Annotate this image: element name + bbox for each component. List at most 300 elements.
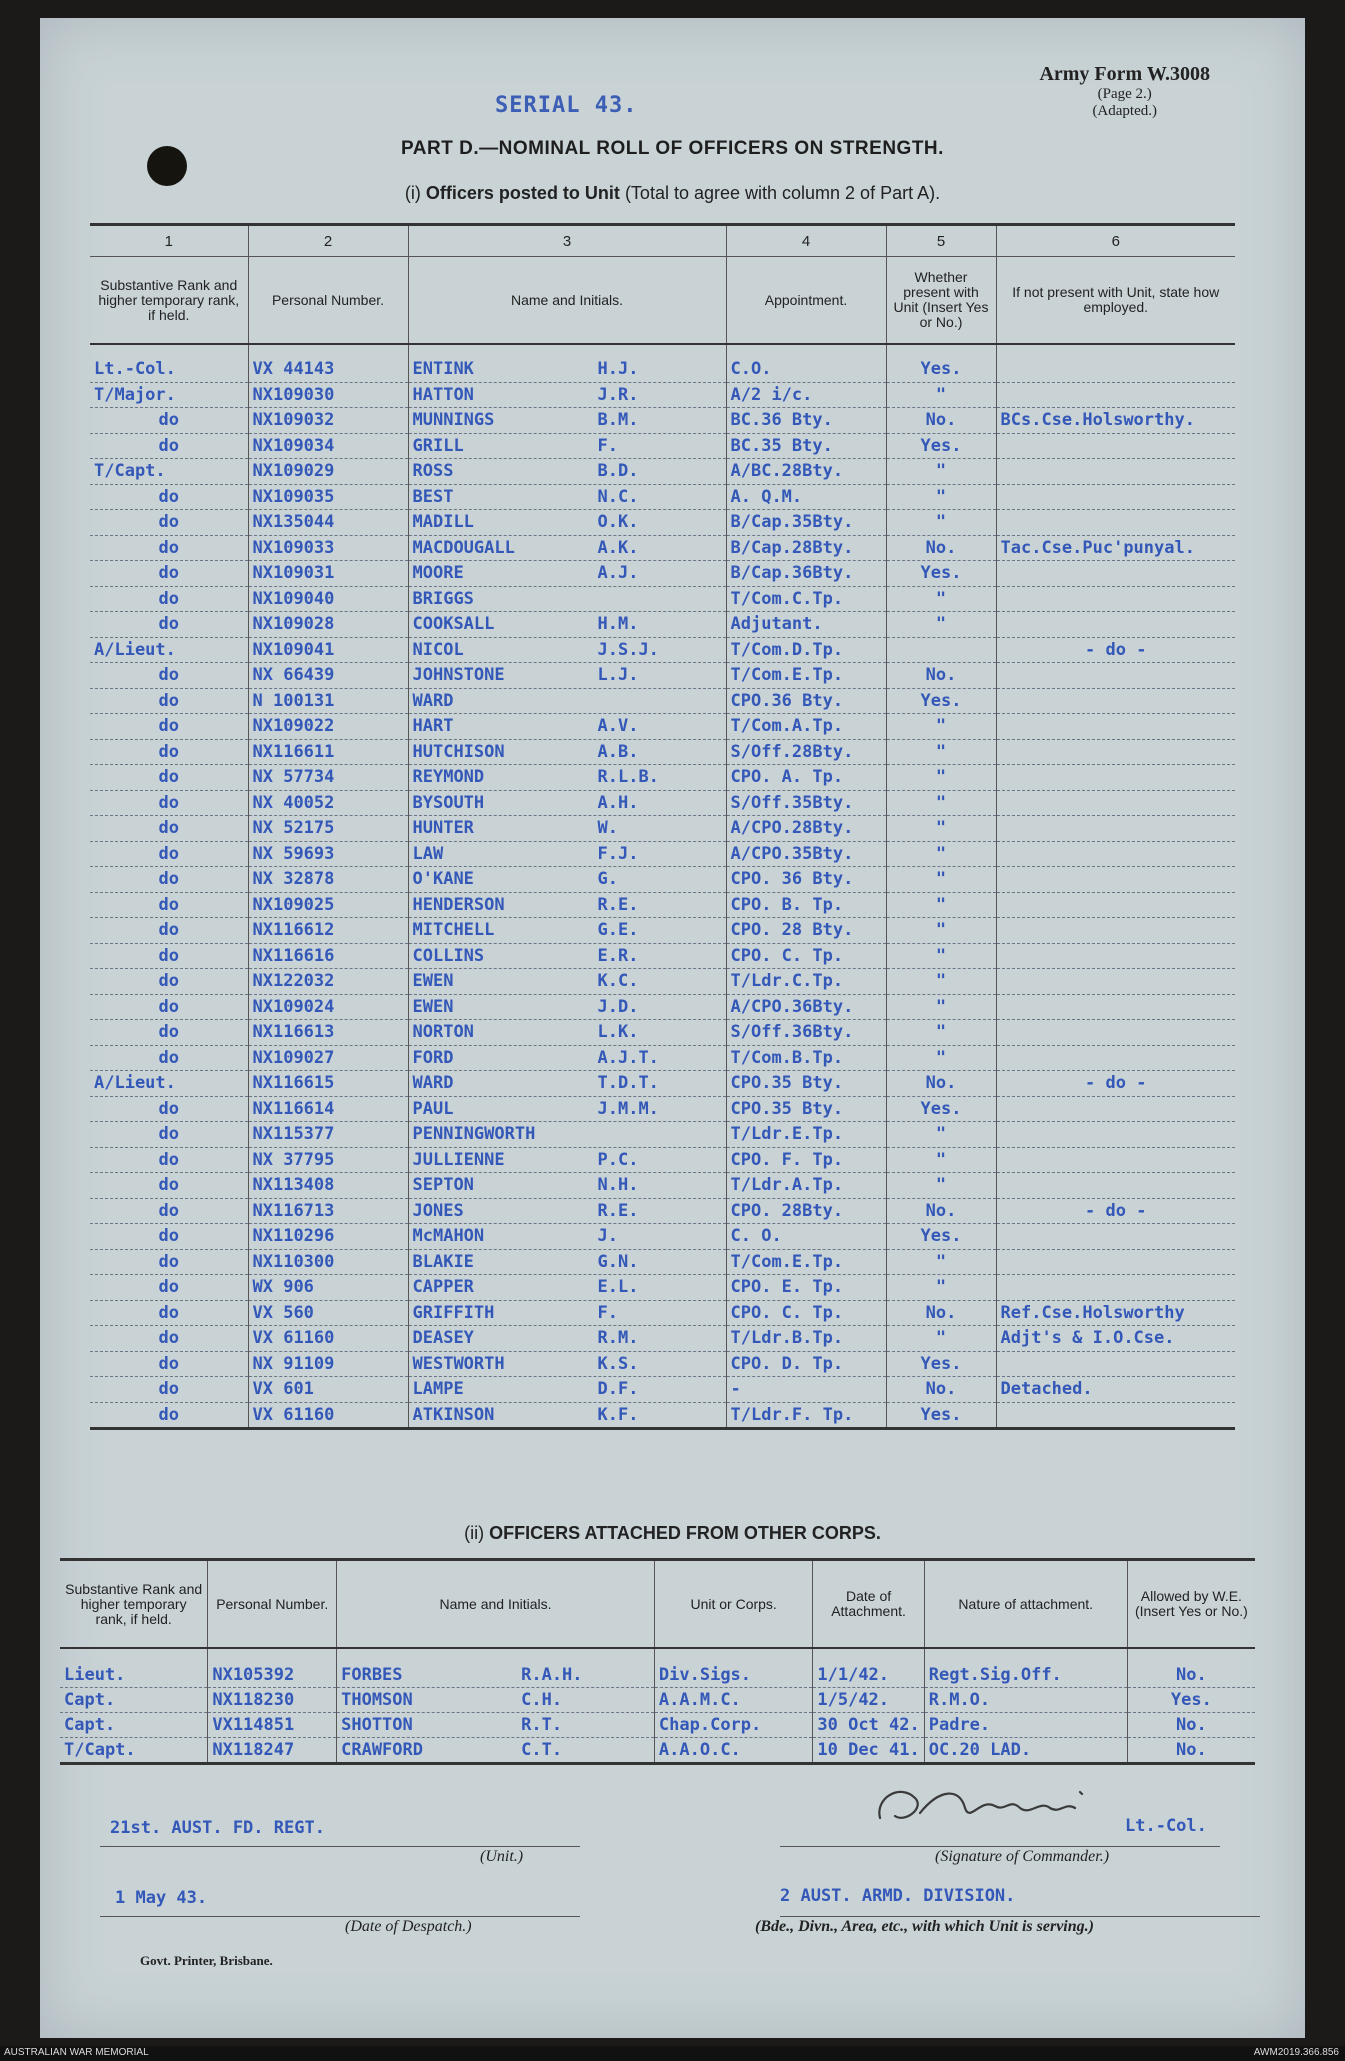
appointment-cell: T/Com.E.Tp. bbox=[726, 1249, 886, 1275]
personal-number-cell: NX116616 bbox=[248, 943, 408, 969]
name-cell bbox=[408, 1173, 726, 1199]
present-cell: " bbox=[886, 867, 996, 893]
rank-cell: do bbox=[90, 433, 248, 459]
col-header-number: Personal Number. bbox=[208, 1560, 337, 1649]
personal-number-cell: NX135044 bbox=[248, 510, 408, 536]
surname: LAW bbox=[412, 843, 444, 864]
name-cell bbox=[408, 765, 726, 791]
employment-cell bbox=[996, 943, 1235, 969]
present-cell: " bbox=[886, 1045, 996, 1071]
col-number: 6 bbox=[996, 225, 1235, 257]
section-2-prefix: (ii) bbox=[464, 1523, 485, 1543]
present-cell: Yes. bbox=[886, 688, 996, 714]
initials: J.S.J. bbox=[597, 639, 659, 660]
employment-cell bbox=[996, 663, 1235, 689]
personal-number-cell: NX109040 bbox=[248, 586, 408, 612]
employment-cell bbox=[996, 765, 1235, 791]
present-cell: Yes. bbox=[886, 433, 996, 459]
surname: HUNTER bbox=[412, 818, 474, 839]
personal-number-cell: NX109028 bbox=[248, 612, 408, 638]
rank-cell: Capt. bbox=[60, 1713, 208, 1738]
document-page bbox=[40, 18, 1305, 2038]
nature-cell: R.M.O. bbox=[924, 1688, 1127, 1713]
col-number: 3 bbox=[408, 225, 726, 257]
employment-cell bbox=[996, 510, 1235, 536]
name-cell bbox=[408, 1020, 726, 1046]
present-cell: " bbox=[886, 816, 996, 842]
appointment-cell: - bbox=[726, 1377, 886, 1403]
present-cell: " bbox=[886, 1249, 996, 1275]
surname: HART bbox=[412, 716, 454, 737]
name-cell bbox=[408, 459, 726, 485]
name-cell bbox=[337, 1688, 655, 1713]
rank-cell: do bbox=[90, 663, 248, 689]
employment-cell bbox=[996, 357, 1235, 382]
personal-number-cell: NX116612 bbox=[248, 918, 408, 944]
initials: W. bbox=[597, 818, 618, 839]
col-header-allowed: Allowed by W.E. (Insert Yes or No.) bbox=[1127, 1560, 1255, 1649]
officers-attached-table bbox=[60, 1558, 1255, 1765]
present-cell: " bbox=[886, 1173, 996, 1199]
employment-cell bbox=[996, 1224, 1235, 1250]
rank-cell: Lt.-Col. bbox=[90, 357, 248, 382]
name-cell bbox=[408, 1147, 726, 1173]
rank-cell: A/Lieut. bbox=[90, 1071, 248, 1097]
appointment-cell: A. Q.M. bbox=[726, 484, 886, 510]
unit-cell: A.A.O.C. bbox=[654, 1738, 812, 1764]
name-cell bbox=[408, 1300, 726, 1326]
personal-number-cell: NX109035 bbox=[248, 484, 408, 510]
division-label: (Bde., Divn., Area, etc., with which Unit is serving.) bbox=[755, 1918, 1094, 1935]
attached-officer-row bbox=[60, 1713, 1255, 1738]
rank-cell: do bbox=[90, 816, 248, 842]
despatch-date-value: 1 May 43. bbox=[115, 1888, 208, 1908]
name-cell bbox=[408, 510, 726, 536]
officer-row bbox=[90, 969, 1235, 995]
personal-number-cell: NX109022 bbox=[248, 714, 408, 740]
present-cell: No. bbox=[886, 535, 996, 561]
name-cell bbox=[408, 867, 726, 893]
present-cell: " bbox=[886, 1122, 996, 1148]
name-cell bbox=[408, 1351, 726, 1377]
rank-cell: do bbox=[90, 1020, 248, 1046]
initials: J.R. bbox=[597, 384, 639, 405]
employment-cell bbox=[996, 459, 1235, 485]
surname: O'KANE bbox=[412, 869, 474, 890]
surname: MADILL bbox=[412, 512, 474, 533]
employment-cell bbox=[996, 816, 1235, 842]
present-cell: Yes. bbox=[886, 561, 996, 587]
col-header-appointment: Appointment. bbox=[726, 257, 886, 345]
personal-number-cell: NX109034 bbox=[248, 433, 408, 459]
appointment-cell: S/Off.36Bty. bbox=[726, 1020, 886, 1046]
officer-row bbox=[90, 586, 1235, 612]
surname: BEST bbox=[412, 486, 454, 507]
column-header-row bbox=[90, 257, 1235, 345]
officer-row bbox=[90, 1173, 1235, 1199]
present-cell: " bbox=[886, 841, 996, 867]
appointment-cell: T/Com.E.Tp. bbox=[726, 663, 886, 689]
initials: R.E. bbox=[597, 1200, 639, 1221]
name-cell bbox=[408, 1224, 726, 1250]
initials: C.H. bbox=[521, 1690, 563, 1710]
surname: LAMPE bbox=[412, 1379, 464, 1400]
initials: D.F. bbox=[597, 1379, 639, 1400]
employment-cell: - do - bbox=[996, 1071, 1235, 1097]
name-cell bbox=[408, 1122, 726, 1148]
employment-cell bbox=[996, 1249, 1235, 1275]
officer-row bbox=[90, 459, 1235, 485]
rank-cell: do bbox=[90, 1377, 248, 1403]
name-cell bbox=[337, 1663, 655, 1688]
present-cell: No. bbox=[886, 1071, 996, 1097]
appointment-cell: C. O. bbox=[726, 1224, 886, 1250]
initials: N.H. bbox=[597, 1175, 639, 1196]
officer-row bbox=[90, 1300, 1235, 1326]
surname: WARD bbox=[412, 690, 454, 711]
rank-cell: do bbox=[90, 1402, 248, 1429]
appointment-cell: Adjutant. bbox=[726, 612, 886, 638]
employment-cell bbox=[996, 892, 1235, 918]
appointment-cell: A/CPO.28Bty. bbox=[726, 816, 886, 842]
allowed-cell: No. bbox=[1127, 1663, 1255, 1688]
present-cell: " bbox=[886, 382, 996, 408]
surname: CAPPER bbox=[412, 1277, 474, 1298]
employment-cell bbox=[996, 1096, 1235, 1122]
appointment-cell: CPO.36 Bty. bbox=[726, 688, 886, 714]
initials: R.T. bbox=[521, 1715, 563, 1735]
surname: FORD bbox=[412, 1047, 454, 1068]
despatch-date-label: (Date of Despatch.) bbox=[345, 1918, 472, 1935]
rank-cell: do bbox=[90, 1198, 248, 1224]
officer-row bbox=[90, 892, 1235, 918]
officer-row bbox=[90, 841, 1235, 867]
column-number-row bbox=[90, 225, 1235, 257]
initials: K.F. bbox=[597, 1404, 639, 1425]
nature-cell: Regt.Sig.Off. bbox=[924, 1663, 1127, 1688]
appointment-cell: B/Cap.28Bty. bbox=[726, 535, 886, 561]
initials: G.E. bbox=[597, 920, 639, 941]
col-header-date: Date of Attachment. bbox=[813, 1560, 924, 1649]
name-cell bbox=[408, 1326, 726, 1352]
rank-cell: T/Capt. bbox=[90, 459, 248, 485]
name-cell bbox=[408, 612, 726, 638]
attached-officer-row bbox=[60, 1738, 1255, 1764]
employment-cell bbox=[996, 841, 1235, 867]
name-cell bbox=[408, 943, 726, 969]
personal-number-cell: N 100131 bbox=[248, 688, 408, 714]
appointment-cell: BC.35 Bty. bbox=[726, 433, 886, 459]
col-header-number: Personal Number. bbox=[248, 257, 408, 345]
personal-number-cell: WX 906 bbox=[248, 1275, 408, 1301]
name-cell bbox=[408, 484, 726, 510]
name-cell bbox=[408, 969, 726, 995]
initials: J.M.M. bbox=[597, 1098, 659, 1119]
name-cell bbox=[337, 1738, 655, 1764]
name-cell bbox=[408, 688, 726, 714]
unit-value: 21st. AUST. FD. REGT. bbox=[110, 1818, 325, 1838]
present-cell: " bbox=[886, 1147, 996, 1173]
personal-number-cell: NX118247 bbox=[208, 1738, 337, 1764]
present-cell: " bbox=[886, 612, 996, 638]
initials: G.N. bbox=[597, 1251, 639, 1272]
section-2-title bbox=[40, 1523, 1305, 1544]
officer-row bbox=[90, 382, 1235, 408]
archive-reference: AWM2019.366.856 bbox=[1253, 2047, 1339, 2058]
form-identifier bbox=[1039, 63, 1210, 120]
rank-cell: do bbox=[90, 765, 248, 791]
column-header-row bbox=[60, 1560, 1255, 1649]
officer-row bbox=[90, 357, 1235, 382]
surname: PENNINGWORTH bbox=[412, 1124, 536, 1145]
personal-number-cell: NX109024 bbox=[248, 994, 408, 1020]
surname: ENTINK bbox=[412, 359, 474, 380]
employment-cell bbox=[996, 1020, 1235, 1046]
present-cell: " bbox=[886, 586, 996, 612]
personal-number-cell: NX 32878 bbox=[248, 867, 408, 893]
initials: A.B. bbox=[597, 741, 639, 762]
initials: A.J.T. bbox=[597, 1047, 659, 1068]
rank-cell: do bbox=[90, 790, 248, 816]
rank-cell: do bbox=[90, 1045, 248, 1071]
signature-rule bbox=[780, 1846, 1220, 1847]
rank-cell: do bbox=[90, 1147, 248, 1173]
surname: COLLINS bbox=[412, 945, 485, 966]
present-cell: Yes. bbox=[886, 357, 996, 382]
personal-number-cell: VX 61160 bbox=[248, 1326, 408, 1352]
officer-row bbox=[90, 1147, 1235, 1173]
surname: REYMOND bbox=[412, 767, 485, 788]
surname: JONES bbox=[412, 1200, 464, 1221]
personal-number-cell: NX109033 bbox=[248, 535, 408, 561]
personal-number-cell: NX109032 bbox=[248, 408, 408, 434]
employment-cell: Tac.Cse.Puc'punyal. bbox=[996, 535, 1235, 561]
present-cell: Yes. bbox=[886, 1351, 996, 1377]
surname: BRIGGS bbox=[412, 588, 474, 609]
unit-cell: Chap.Corp. bbox=[654, 1713, 812, 1738]
page-number: (Page 2.) bbox=[1097, 86, 1152, 102]
rank-cell: do bbox=[90, 561, 248, 587]
rank-cell: A/Lieut. bbox=[90, 637, 248, 663]
personal-number-cell: NX109029 bbox=[248, 459, 408, 485]
col-header-name: Name and Initials. bbox=[337, 1560, 655, 1649]
personal-number-cell: NX113408 bbox=[248, 1173, 408, 1199]
rank-cell: do bbox=[90, 612, 248, 638]
initials: K.C. bbox=[597, 971, 639, 992]
rank-cell: do bbox=[90, 1122, 248, 1148]
appointment-cell: T/Com.D.Tp. bbox=[726, 637, 886, 663]
appointment-cell: T/Com.C.Tp. bbox=[726, 586, 886, 612]
surname: SHOTTON bbox=[341, 1715, 413, 1735]
officer-row bbox=[90, 1071, 1235, 1097]
surname: EWEN bbox=[412, 996, 454, 1017]
present-cell: " bbox=[886, 790, 996, 816]
officer-row bbox=[90, 943, 1235, 969]
rank-cell: T/Major. bbox=[90, 382, 248, 408]
unit-cell: Div.Sigs. bbox=[654, 1663, 812, 1688]
present-cell: " bbox=[886, 459, 996, 485]
appointment-cell: C.O. bbox=[726, 357, 886, 382]
surname: FORBES bbox=[341, 1665, 403, 1685]
printer-imprint: Govt. Printer, Brisbane. bbox=[140, 1953, 273, 1968]
initials: A.K. bbox=[597, 537, 639, 558]
personal-number-cell: NX 37795 bbox=[248, 1147, 408, 1173]
employment-cell bbox=[996, 1122, 1235, 1148]
name-cell bbox=[408, 1198, 726, 1224]
date-cell: 30 Oct 42. bbox=[813, 1713, 924, 1738]
appointment-cell: A/2 i/c. bbox=[726, 382, 886, 408]
employment-cell bbox=[996, 561, 1235, 587]
appointment-cell: T/Ldr.B.Tp. bbox=[726, 1326, 886, 1352]
personal-number-cell: VX114851 bbox=[208, 1713, 337, 1738]
name-cell bbox=[408, 816, 726, 842]
personal-number-cell: VX 601 bbox=[248, 1377, 408, 1403]
rank-cell: do bbox=[90, 1300, 248, 1326]
surname: NICOL bbox=[412, 639, 464, 660]
initials: A.H. bbox=[597, 792, 639, 813]
officers-attached-body bbox=[60, 1648, 1255, 1764]
appointment-cell: CPO. 36 Bty. bbox=[726, 867, 886, 893]
surname: WARD bbox=[412, 1073, 454, 1094]
present-cell: Yes. bbox=[886, 1402, 996, 1429]
surname: MACDOUGALL bbox=[412, 537, 515, 558]
rank-cell: do bbox=[90, 1096, 248, 1122]
rank-cell: Lieut. bbox=[60, 1663, 208, 1688]
serial-number: SERIAL 43. bbox=[495, 93, 638, 118]
commander-rank: Lt.-Col. bbox=[1125, 1816, 1207, 1836]
col-header-unit: Unit or Corps. bbox=[654, 1560, 812, 1649]
spacer-row bbox=[60, 1648, 1255, 1663]
officer-row bbox=[90, 1326, 1235, 1352]
appointment-cell: S/Off.28Bty. bbox=[726, 739, 886, 765]
appointment-cell: CPO. C. Tp. bbox=[726, 1300, 886, 1326]
section-1-prefix: (i) bbox=[404, 183, 421, 203]
officer-row bbox=[90, 637, 1235, 663]
rank-cell: do bbox=[90, 484, 248, 510]
appointment-cell: BC.36 Bty. bbox=[726, 408, 886, 434]
surname: COOKSALL bbox=[412, 614, 495, 635]
surname: JULLIENNE bbox=[412, 1149, 505, 1170]
officer-row bbox=[90, 1275, 1235, 1301]
officers-posted-body bbox=[90, 344, 1235, 1429]
division-value: 2 AUST. ARMD. DIVISION. bbox=[780, 1886, 1016, 1906]
initials: P.C. bbox=[597, 1149, 639, 1170]
surname: PAUL bbox=[412, 1098, 454, 1119]
rank-cell: do bbox=[90, 867, 248, 893]
appointment-cell: T/Ldr.A.Tp. bbox=[726, 1173, 886, 1199]
employment-cell bbox=[996, 739, 1235, 765]
initials: H.M. bbox=[597, 614, 639, 635]
rank-cell: do bbox=[90, 688, 248, 714]
name-cell bbox=[408, 382, 726, 408]
employment-cell: - do - bbox=[996, 637, 1235, 663]
surname: HATTON bbox=[412, 384, 474, 405]
initials: C.T. bbox=[521, 1740, 563, 1760]
rank-cell: do bbox=[90, 1249, 248, 1275]
personal-number-cell: NX109041 bbox=[248, 637, 408, 663]
appointment-cell: CPO. 28Bty. bbox=[726, 1198, 886, 1224]
personal-number-cell: NX109025 bbox=[248, 892, 408, 918]
officer-row bbox=[90, 1198, 1235, 1224]
col-number: 1 bbox=[90, 225, 248, 257]
initials: O.K. bbox=[597, 512, 639, 533]
appointment-cell: T/Com.B.Tp. bbox=[726, 1045, 886, 1071]
appointment-cell: CPO. F. Tp. bbox=[726, 1147, 886, 1173]
present-cell: " bbox=[886, 918, 996, 944]
appointment-cell: CPO. E. Tp. bbox=[726, 1275, 886, 1301]
rank-cell: do bbox=[90, 739, 248, 765]
personal-number-cell: NX109031 bbox=[248, 561, 408, 587]
employment-cell bbox=[996, 1173, 1235, 1199]
page-title: PART D.—NOMINAL ROLL OF OFFICERS ON STRENGTH. bbox=[401, 138, 944, 159]
name-cell bbox=[408, 1402, 726, 1429]
appointment-cell: B/Cap.35Bty. bbox=[726, 510, 886, 536]
officer-row bbox=[90, 510, 1235, 536]
rank-cell: do bbox=[90, 1326, 248, 1352]
present-cell: No. bbox=[886, 1198, 996, 1224]
employment-cell: BCs.Cse.Holsworthy. bbox=[996, 408, 1235, 434]
initials: G. bbox=[597, 869, 618, 890]
officer-row bbox=[90, 535, 1235, 561]
surname: CRAWFORD bbox=[341, 1740, 423, 1760]
initials: R.E. bbox=[597, 894, 639, 915]
personal-number-cell: NX 52175 bbox=[248, 816, 408, 842]
name-cell bbox=[337, 1713, 655, 1738]
attached-officer-row bbox=[60, 1688, 1255, 1713]
surname: EWEN bbox=[412, 971, 454, 992]
officer-row bbox=[90, 433, 1235, 459]
initials: F. bbox=[597, 1302, 618, 1323]
appointment-cell: T/Ldr.F. Tp. bbox=[726, 1402, 886, 1429]
personal-number-cell: NX105392 bbox=[208, 1663, 337, 1688]
initials: N.C. bbox=[597, 486, 639, 507]
archive-name: AUSTRALIAN WAR MEMORIAL bbox=[4, 2047, 149, 2058]
initials: A.V. bbox=[597, 716, 639, 737]
personal-number-cell: NX116713 bbox=[248, 1198, 408, 1224]
initials: F. bbox=[597, 435, 618, 456]
personal-number-cell: NX115377 bbox=[248, 1122, 408, 1148]
present-cell: " bbox=[886, 510, 996, 536]
present-cell: " bbox=[886, 1275, 996, 1301]
surname: HUTCHISON bbox=[412, 741, 505, 762]
appointment-cell: A/CPO.35Bty. bbox=[726, 841, 886, 867]
employment-cell bbox=[996, 1402, 1235, 1429]
name-cell bbox=[408, 1045, 726, 1071]
surname: ROSS bbox=[412, 461, 454, 482]
present-cell: " bbox=[886, 892, 996, 918]
rank-cell: do bbox=[90, 841, 248, 867]
unit-label: (Unit.) bbox=[480, 1848, 524, 1865]
col-number: 4 bbox=[726, 225, 886, 257]
name-cell bbox=[408, 994, 726, 1020]
name-cell bbox=[408, 841, 726, 867]
personal-number-cell: VX 61160 bbox=[248, 1402, 408, 1429]
unit-cell: A.A.M.C. bbox=[654, 1688, 812, 1713]
rank-cell: do bbox=[90, 918, 248, 944]
officer-row bbox=[90, 1377, 1235, 1403]
name-cell bbox=[408, 714, 726, 740]
name-cell bbox=[408, 357, 726, 382]
present-cell: " bbox=[886, 1020, 996, 1046]
present-cell: " bbox=[886, 765, 996, 791]
officer-row bbox=[90, 688, 1235, 714]
commander-signature bbox=[870, 1778, 1130, 1838]
officer-row bbox=[90, 1224, 1235, 1250]
surname: JOHNSTONE bbox=[412, 665, 505, 686]
section-1-note: (Total to agree with column 2 of Part A). bbox=[624, 183, 941, 203]
rank-cell: do bbox=[90, 510, 248, 536]
personal-number-cell: NX116611 bbox=[248, 739, 408, 765]
